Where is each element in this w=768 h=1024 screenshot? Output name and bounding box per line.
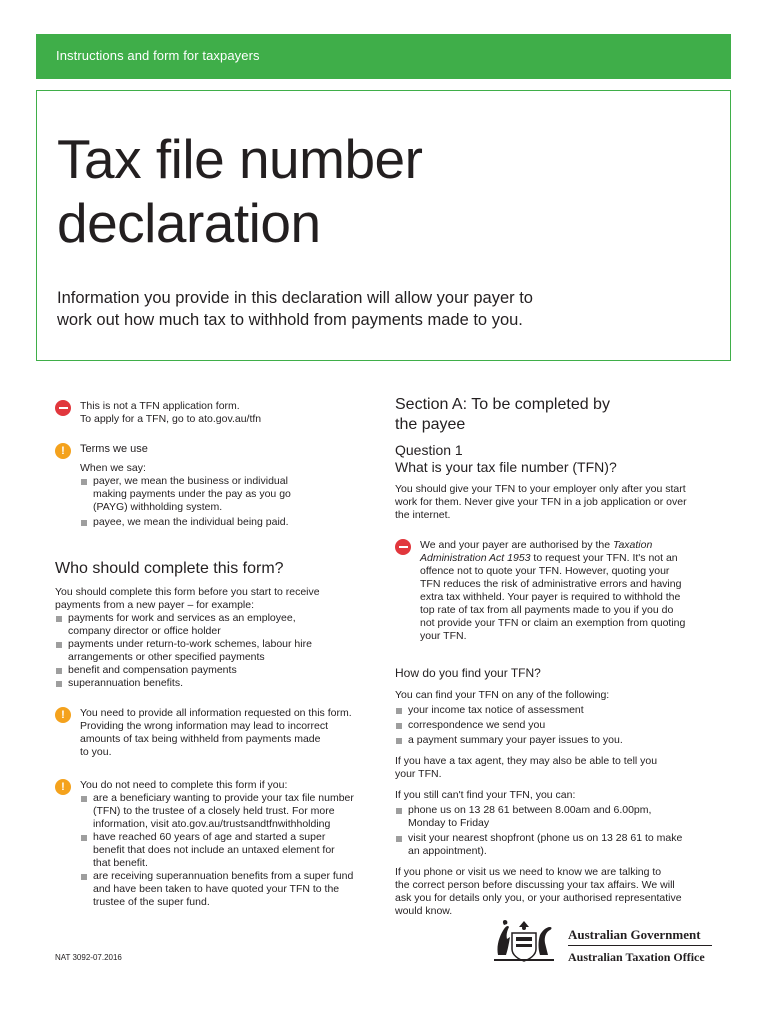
list-item-line: (PAYG) withholding system. [93, 501, 223, 513]
ato-logo [488, 915, 718, 965]
authorised-line-first [420, 539, 715, 552]
who-heading: Who should complete this form? [55, 560, 284, 577]
list-item-line: benefit that does not include an untaxed element for [93, 844, 335, 856]
section-a-line-1: Section A: To be completed by [395, 396, 610, 413]
page-title [57, 127, 422, 255]
authorised-line: your TFN. [420, 630, 467, 642]
provide-info-callout [55, 707, 375, 759]
authorised-line: top rate of tax from all payments made to you if you do [420, 604, 674, 616]
list-item-line: making payments under the pay as you go [93, 488, 291, 500]
title-line-1: Tax file number [57, 128, 423, 190]
list-item-line: payments for work and services as an employee, [68, 612, 296, 624]
tax-agent-line: If you have a tax agent, they may also be able to tell you [395, 755, 658, 767]
not-application-notice [55, 400, 375, 426]
stop-icon [395, 539, 411, 555]
authorised-line: offence not to quote your TFN. However, quoting your [420, 565, 670, 577]
still-cant-find: If you still can't find your TFN, you can: [395, 789, 576, 801]
list-item-line: superannuation benefits. [68, 677, 184, 689]
intro-line-1: Information you provide in this declaration will allow your payer to [57, 289, 533, 307]
list-item-line: information, visit ato.gov.au/trustsandtfnwithholding [93, 818, 331, 830]
info-icon [55, 779, 71, 795]
list-item [395, 734, 715, 747]
terms-list [80, 475, 375, 529]
section-a-heading [395, 395, 715, 435]
act-name: Taxation [613, 539, 653, 551]
still-list [395, 804, 715, 858]
list-item-line: company director or office holder [68, 625, 221, 637]
list-item [55, 638, 375, 664]
title-line-2: declaration [57, 192, 321, 254]
authorised-callout [395, 539, 715, 643]
logo-divider [568, 945, 712, 946]
info-icon [55, 443, 71, 459]
list-item-line: payments under return-to-work schemes, labour hire [68, 638, 312, 650]
give-tfn-line: You should give your TFN to your employer only after you start [395, 483, 686, 495]
tax-agent-line: your TFN. [395, 768, 442, 780]
intro-text [57, 287, 697, 331]
title-panel [36, 90, 731, 361]
list-item-line: are a beneficiary wanting to provide your tax file number [93, 792, 354, 804]
header-banner [36, 34, 731, 79]
list-item-line: payee, we mean the individual being paid. [93, 516, 289, 528]
list-item-line: arrangements or other specified payments [68, 651, 265, 663]
find-tfn-heading: How do you find your TFN? [395, 666, 541, 680]
list-item [395, 704, 715, 717]
list-item-line: phone us on 13 28 61 between 8.00am and 6.00pm, [408, 804, 652, 816]
list-item-line: (TFN) to the trustee of a closely held trust. For more [93, 805, 335, 817]
who-lead [55, 586, 375, 612]
notice-line-2: To apply for a TFN, go to ato.gov.au/tfn [80, 413, 262, 425]
list-item-line: trustee of the super fund. [93, 896, 210, 908]
list-item-line: that benefit. [93, 857, 148, 869]
list-item-line: have reached 60 years of age and started a super [93, 831, 326, 843]
list-item [55, 677, 375, 690]
list-item [55, 612, 375, 638]
section-a-line-2: the payee [395, 416, 466, 433]
give-tfn-line: the internet. [395, 509, 451, 521]
give-tfn-text [395, 483, 715, 522]
stop-icon [55, 400, 71, 416]
provide-line: to you. [80, 746, 112, 758]
logo-ato-text: Australian Taxation Office [568, 950, 705, 964]
phone-visit-line: If you phone or visit us we need to know we are talking to [395, 866, 662, 878]
list-item-line: your income tax notice of assessment [408, 704, 584, 716]
not-needed-lead: You do not need to complete this form if you: [80, 779, 288, 791]
who-lead-line: payments from a new payer – for example: [55, 599, 255, 611]
list-item-line: visit your nearest shopfront (phone us on 13 28 61 to make [408, 832, 683, 844]
authorised-post: to request your TFN. It's not an [530, 552, 678, 564]
list-item-line: correspondence we send you [408, 719, 546, 731]
right-column [395, 395, 715, 918]
terms-callout [55, 443, 375, 529]
authorised-pre: We and your payer are authorised by the [420, 539, 614, 551]
intro-line-2: work out how much tax to withhold from payments made to you. [57, 311, 523, 329]
left-column [55, 395, 375, 909]
list-item [395, 719, 715, 732]
not-needed-list [80, 792, 375, 909]
question-1 [395, 442, 715, 476]
find-tfn-lead: You can find your TFN on any of the following: [395, 689, 610, 701]
who-list [55, 612, 375, 690]
authorised-line-second [420, 552, 715, 565]
give-tfn-line: work for them. Never give your TFN in a job application or over [395, 496, 687, 508]
list-item [55, 664, 375, 677]
provide-line: amounts of tax being withheld from payments made [80, 733, 321, 745]
banner-text: Instructions and form for taxpayers [56, 48, 260, 63]
tax-agent-text [395, 755, 715, 781]
list-item [80, 475, 375, 514]
form-code: NAT 3092-07.2016 [55, 953, 122, 962]
who-lead-line: You should complete this form before you start to receive [55, 586, 320, 598]
provide-line: Providing the wrong information may lead to incorrect [80, 720, 329, 732]
coat-of-arms-icon [488, 915, 560, 965]
phone-visit-text [395, 866, 715, 918]
find-tfn-list [395, 704, 715, 747]
authorised-line: extra tax withheld. Your payer is required to withhold the [420, 591, 681, 603]
list-item-line: an appointment). [408, 845, 487, 857]
list-item [395, 832, 715, 858]
question-label: Question 1 [395, 442, 463, 458]
terms-lead: When we say: [80, 462, 146, 474]
info-icon [55, 707, 71, 723]
logo-government-text: Australian Government [568, 927, 701, 942]
phone-visit-line: would know. [395, 905, 453, 917]
authorised-line: not provide your TFN or claim an exemption from quoting [420, 617, 686, 629]
authorised-line: TFN reduces the risk of administrative errors and having [420, 578, 682, 590]
terms-heading: Terms we use [80, 443, 148, 455]
not-needed-callout [55, 779, 375, 909]
list-item [80, 516, 375, 529]
list-item-line: benefit and compensation payments [68, 664, 237, 676]
list-item [80, 870, 375, 909]
list-item-line: and have been taken to have quoted your TFN to the [93, 883, 340, 895]
list-item-line: Monday to Friday [408, 817, 490, 829]
provide-line: You need to provide all information requested on this form. [80, 707, 352, 719]
question-text: What is your tax file number (TFN)? [395, 459, 617, 475]
notice-line-1: This is not a TFN application form. [80, 400, 240, 412]
phone-visit-line: the correct person before discussing your tax affairs. We will [395, 879, 675, 891]
phone-visit-line: ask you for details only you, or your authorised representative [395, 892, 682, 904]
list-item [80, 831, 375, 870]
list-item-line: are receiving superannuation benefits from a super fund [93, 870, 354, 882]
act-name-2: Administration Act 1953 [420, 552, 531, 564]
list-item-line: payer, we mean the business or individual [93, 475, 288, 487]
list-item [395, 804, 715, 830]
list-item [80, 792, 375, 831]
list-item-line: a payment summary your payer issues to you. [408, 734, 623, 746]
